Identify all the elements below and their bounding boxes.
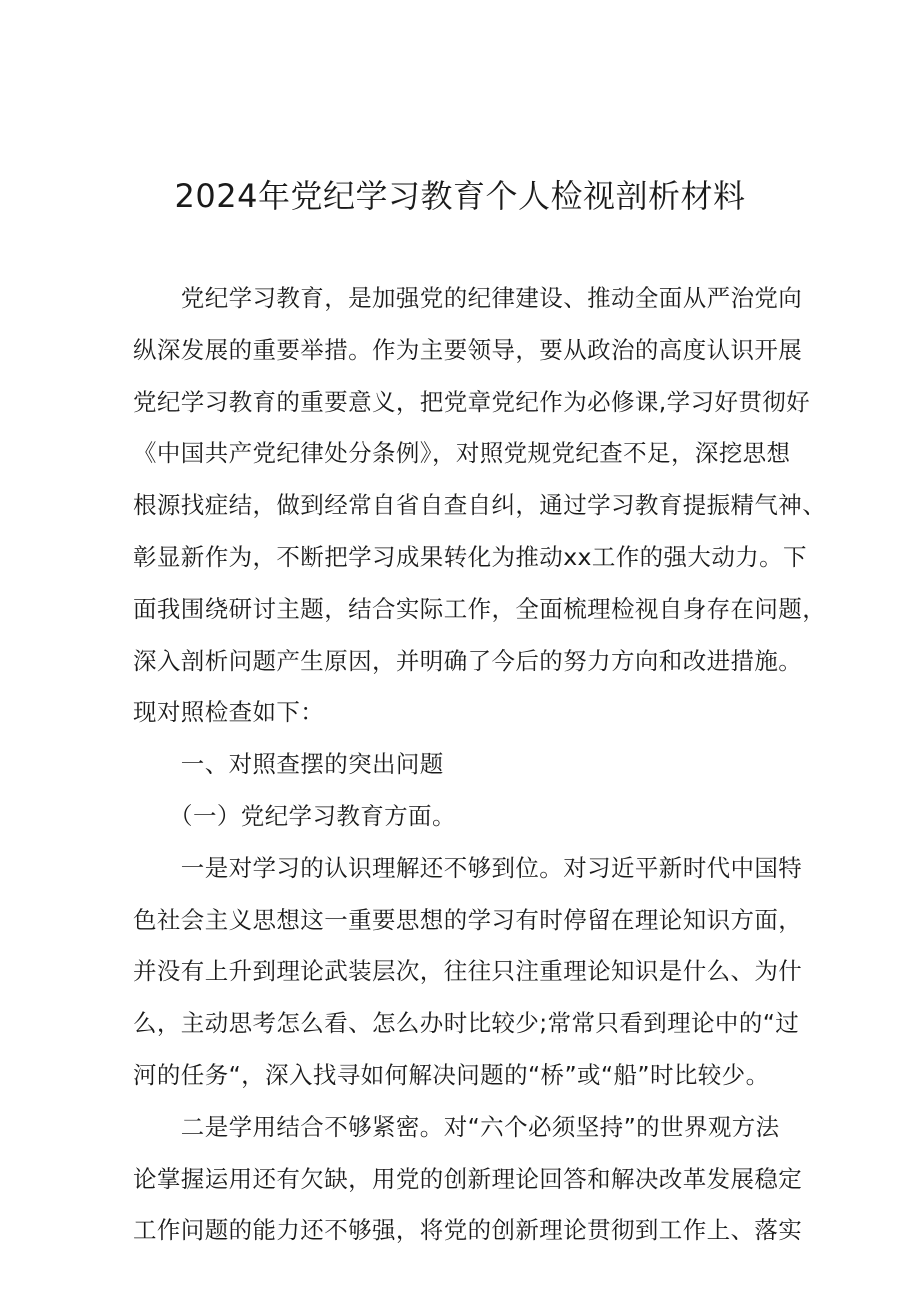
document-title: 2024年党纪学习教育个人检视剖析材料 — [174, 177, 746, 215]
body-line: 面我围绕研讨主题，结合实际工作，全面梳理检视自身存在问题， — [133, 595, 827, 623]
body-line: 一是对学习的认识理解还不够到位。对习近平新时代中国特 — [133, 854, 803, 882]
body-line: 纵深发展的重要举措。作为主要领导，要从政治的高度认识开展 — [133, 336, 803, 364]
body-line: 现对照检查如下： — [133, 698, 325, 726]
body-line: 党纪学习教育的重要意义，把党章党纪作为必修课,学习好贯彻好 — [133, 388, 811, 416]
body-line: 色社会主义思想这一重要思想的学习有时停留在理论知识方面， — [133, 906, 803, 934]
body-line: 么，主动思考怎么看、怎么办时比较少;常常只看到理论中的“过 — [133, 1009, 800, 1037]
body-line: 并没有上升到理论武装层次，往往只注重理论知识是什么、为什 — [133, 957, 803, 985]
body-line: 《中国共产党纪律处分条例》，对照党规党纪查不足，深挖思想 — [133, 439, 791, 467]
body-line: 党纪学习教育，是加强党的纪律建设、推动全面从严治党向 — [133, 284, 803, 312]
section-heading: 一、对照查摆的突出问题 — [133, 750, 444, 778]
body-line: 工作问题的能力还不够强，将党的创新理论贯彻到工作上、落实 — [133, 1216, 803, 1244]
body-line: 论掌握运用还有欠缺，用党的创新理论回答和解决改革发展稳定 — [133, 1165, 803, 1193]
body-line: 河的任务“，深入找寻如何解决问题的“桥”或“船”时比较少。 — [133, 1061, 770, 1089]
body-line: 深入剖析问题产生原因，并明确了今后的努力方向和改进措施。 — [133, 647, 803, 675]
body-line: 彰显新作为，不断把学习成果转化为推动xx工作的强大动力。下 — [133, 543, 807, 571]
body-line: 二是学用结合不够紧密。对“六个必须坚持”的世界观方法 — [133, 1113, 780, 1141]
body-line: 根源找症结，做到经常自省自查自纠，通过学习教育提振精气神、 — [133, 491, 827, 519]
subsection-heading: （一）党纪学习教育方面。 — [133, 802, 456, 830]
